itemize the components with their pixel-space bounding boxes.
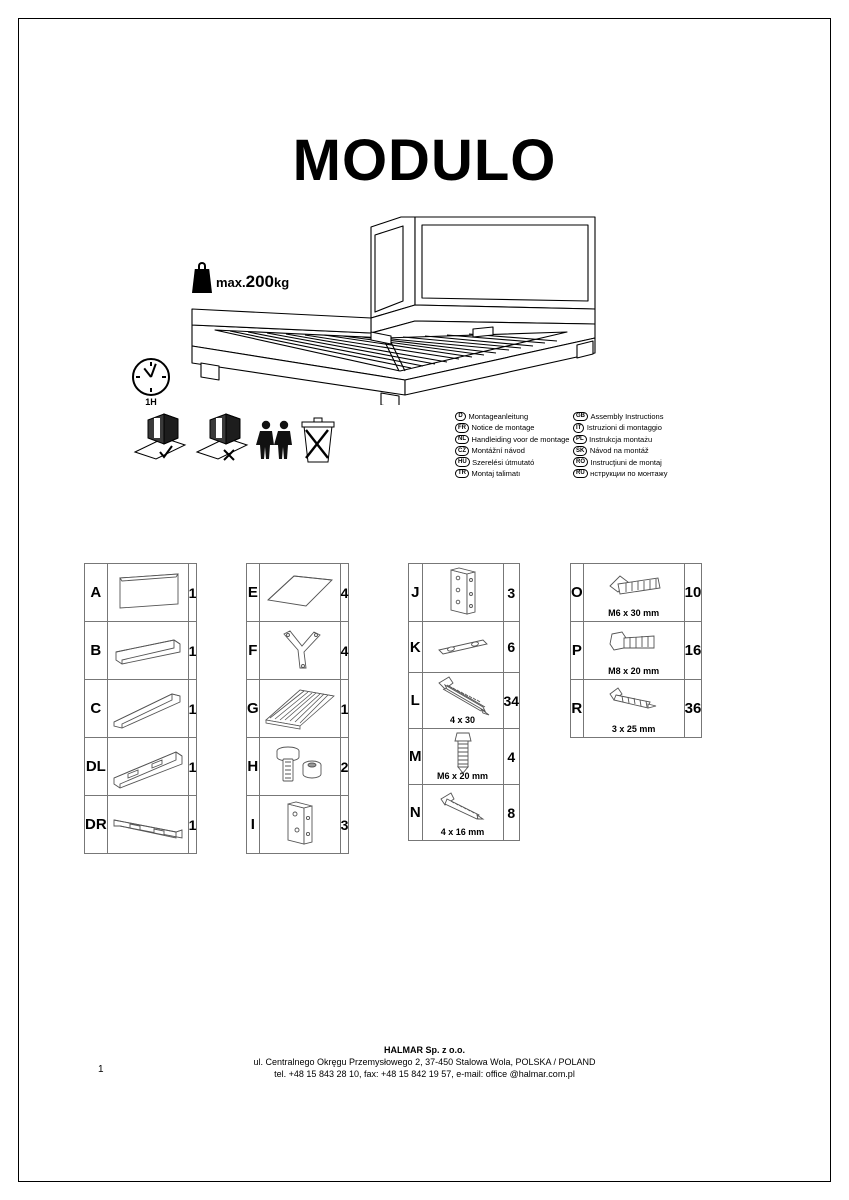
language-code: PL — [573, 435, 587, 445]
part-dimension: M6 x 30 mm — [608, 608, 660, 618]
language-text: Istruzioni di montaggio — [586, 423, 662, 433]
assembly-time-label: 1H — [145, 397, 157, 407]
part-quantity: 2 — [340, 738, 349, 796]
part-image-side-rail-right — [107, 796, 188, 854]
table-row — [571, 564, 702, 622]
footer-address: ul. Centralnego Okręgu Przemysłowego 2, 37-450 Stalowa Wola, POLSKA / POLAND — [253, 1057, 596, 1068]
part-image-machine-bolt — [583, 564, 684, 622]
part-dimension: 4 x 30 — [449, 715, 476, 725]
part-image-corner-bracket — [422, 564, 503, 622]
language-item — [573, 411, 691, 422]
language-text: Instrukcja montażu — [589, 434, 653, 444]
max-load-label: max.200kg — [216, 272, 290, 291]
part-quantity: 34 — [503, 673, 520, 729]
part-dimension: M8 x 20 mm — [608, 666, 660, 676]
part-dimension: 3 x 25 mm — [611, 724, 656, 734]
table-row — [409, 564, 520, 622]
parts-table-column-4 — [570, 563, 702, 738]
language-item — [573, 468, 691, 479]
part-image-angle-bracket-tall — [259, 796, 340, 854]
part-quantity: 36 — [684, 680, 702, 738]
part-image-slat-panel — [259, 564, 340, 622]
part-image-headboard-panel — [107, 564, 188, 622]
language-code: HU — [455, 457, 470, 467]
language-text: Notice de montage — [471, 423, 535, 433]
language-code: FR — [455, 423, 469, 433]
table-row — [85, 796, 197, 854]
language-text: нструкции по монтажу — [590, 468, 668, 478]
part-quantity: 10 — [684, 564, 702, 622]
part-quantity: 8 — [503, 785, 520, 841]
pictogram-row — [130, 412, 350, 472]
language-list — [455, 411, 695, 479]
part-label: E — [247, 564, 260, 622]
language-code: NL — [455, 435, 469, 445]
page-title: MODULO — [292, 128, 557, 193]
max-load-indicator — [192, 262, 289, 294]
language-code: CZ — [455, 446, 469, 456]
part-label: B — [85, 622, 108, 680]
table-row — [247, 564, 349, 622]
table-row — [85, 622, 197, 680]
part-label: A — [85, 564, 108, 622]
part-quantity: 16 — [684, 622, 702, 680]
part-dimension: M6 x 20 mm — [436, 771, 489, 781]
part-quantity: 6 — [503, 622, 520, 673]
table-row — [247, 622, 349, 680]
part-quantity: 1 — [340, 680, 349, 738]
language-code: RU — [573, 469, 588, 479]
language-text: Návod na montáž — [589, 446, 649, 456]
part-label: M — [409, 729, 423, 785]
table-row — [409, 622, 520, 673]
parts-table-column-3 — [408, 563, 520, 841]
language-code: RO — [573, 457, 588, 467]
part-image-center-rail — [107, 680, 188, 738]
footer-company: HALMAR Sp. z o.o. — [384, 1045, 465, 1055]
language-text: Handleiding voor de montage — [471, 434, 570, 444]
part-label: N — [409, 785, 423, 841]
part-label: DL — [85, 738, 108, 796]
bed-illustration — [175, 205, 645, 405]
language-text: Szerelési útmutató — [472, 457, 535, 467]
part-image-small-screw — [422, 785, 503, 841]
part-label: I — [247, 796, 260, 854]
part-image-footboard-rail — [107, 622, 188, 680]
footer — [0, 1044, 849, 1080]
part-image-small-wood-screw — [583, 680, 684, 738]
language-item — [455, 411, 573, 422]
weight-icon — [192, 262, 212, 294]
language-item — [573, 457, 691, 468]
part-image-slat-stack — [259, 680, 340, 738]
page-number: 1 — [98, 1064, 104, 1075]
table-row — [571, 622, 702, 680]
part-quantity: 3 — [340, 796, 349, 854]
part-label: C — [85, 680, 108, 738]
part-quantity: 1 — [188, 738, 197, 796]
part-quantity: 3 — [503, 564, 520, 622]
table-row — [409, 785, 520, 841]
parts-table-column-1 — [84, 563, 197, 854]
part-label: O — [571, 564, 584, 622]
part-label: K — [409, 622, 423, 673]
table-row — [85, 738, 197, 796]
table-row — [247, 796, 349, 854]
language-code: SK — [573, 446, 587, 456]
language-item — [455, 434, 573, 445]
table-row — [571, 680, 702, 738]
part-label: R — [571, 680, 584, 738]
part-dimension: 4 x 16 mm — [440, 827, 485, 837]
part-label: P — [571, 622, 584, 680]
language-text: Assembly Instructions — [590, 411, 664, 421]
language-column-left — [455, 411, 573, 479]
part-image-flat-plate — [422, 622, 503, 673]
table-row — [85, 564, 197, 622]
language-text: Montaj talimatı — [471, 468, 521, 478]
part-quantity: 4 — [503, 729, 520, 785]
part-image-hex-head-bolt — [583, 622, 684, 680]
part-label: DR — [85, 796, 108, 854]
table-row — [409, 729, 520, 785]
language-item — [573, 422, 691, 433]
part-quantity: 1 — [188, 796, 197, 854]
table-row — [247, 680, 349, 738]
language-item — [455, 468, 573, 479]
language-item — [573, 445, 691, 456]
part-image-side-rail-left — [107, 738, 188, 796]
clock-icon — [132, 358, 170, 396]
part-label: H — [247, 738, 260, 796]
table-row — [247, 738, 349, 796]
language-text: Montageanleitung — [468, 411, 529, 421]
table-row — [85, 680, 197, 738]
part-image-three-arm-bracket — [259, 622, 340, 680]
assembly-time-indicator — [128, 358, 174, 407]
part-quantity: 4 — [340, 564, 349, 622]
language-code: D — [455, 412, 466, 422]
language-code: TR — [455, 469, 469, 479]
part-label: G — [247, 680, 260, 738]
part-quantity: 4 — [340, 622, 349, 680]
language-text: Montážní návod — [471, 446, 525, 456]
footer-contact: tel. +48 15 843 28 10, fax: +48 15 842 19 57, e-mail: office @halmar.com.pl — [274, 1069, 575, 1080]
parts-table-column-2 — [246, 563, 349, 854]
language-item — [455, 422, 573, 433]
language-item — [455, 445, 573, 456]
part-image-barrel-nut-and-cap — [259, 738, 340, 796]
language-code: IT — [573, 423, 584, 433]
part-label: J — [409, 564, 423, 622]
part-image-wood-screw — [422, 673, 503, 729]
part-label: F — [247, 622, 260, 680]
table-row — [409, 673, 520, 729]
part-quantity: 1 — [188, 564, 197, 622]
part-quantity: 1 — [188, 680, 197, 738]
language-item — [573, 434, 691, 445]
language-text: Instrucţiuni de montaj — [590, 457, 662, 467]
language-item — [455, 457, 573, 468]
part-quantity: 1 — [188, 622, 197, 680]
language-code: GB — [573, 412, 588, 422]
part-label: L — [409, 673, 423, 729]
language-column-right — [573, 411, 691, 479]
part-image-hex-bolt — [422, 729, 503, 785]
